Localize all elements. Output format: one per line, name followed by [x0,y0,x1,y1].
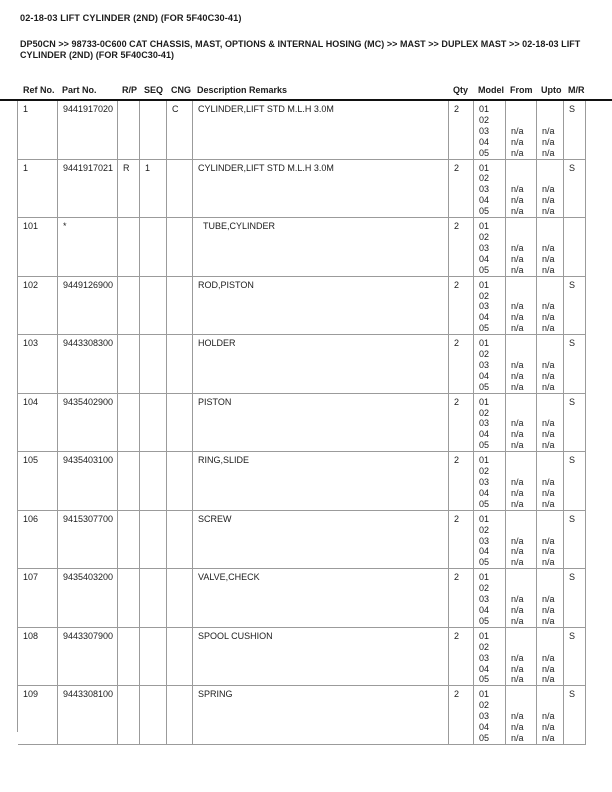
cell-rp [118,218,140,276]
table-row [18,335,586,394]
cell-model: 01 02 03 04 05 [474,218,506,276]
cell-rp [118,686,140,744]
cell-qty: 2 [449,394,474,452]
cell-model: 01 02 03 04 05 [474,569,506,627]
cell-mr: S [564,686,586,744]
cell-cng: C [167,101,193,159]
cell-part: 9449126900 [58,277,118,335]
cell-upto: n/a n/a n/a [537,218,564,276]
cell-ref: 103 [18,335,58,393]
cell-part: 9443308100 [58,686,118,744]
cell-mr: S [564,569,586,627]
cell-cng [167,686,193,744]
cell-seq [140,511,167,569]
cell-rp [118,511,140,569]
cell-qty: 2 [449,335,474,393]
cell-model: 01 02 03 04 05 [474,335,506,393]
cell-rp [118,335,140,393]
cell-model: 01 02 03 04 05 [474,277,506,335]
cell-seq [140,394,167,452]
cell-rp [118,277,140,335]
cell-desc: VALVE,CHECK [193,569,449,627]
breadcrumb: DP50CN >> 98733-0C600 CAT CHASSIS, MAST, OPTIONS & INTERNAL HOSING (MC) >> MAST >> DUPLEX MAST >> 02-18-03 LIFT CYLINDER (2ND) (FOR 5F40C30-41) [20,39,581,60]
cell-part: 9441917021 [58,160,118,218]
cell-upto: n/a n/a n/a [537,511,564,569]
cell-qty: 2 [449,569,474,627]
parts-table [17,101,586,743]
cell-model: 01 02 03 04 05 [474,101,506,159]
cell-rp [118,452,140,510]
cell-part: 9435403200 [58,569,118,627]
cell-qty: 2 [449,511,474,569]
cell-from: n/a n/a n/a [506,452,537,510]
cell-ref: 1 [18,160,58,218]
cell-upto: n/a n/a n/a [537,628,564,686]
cell-cng [167,511,193,569]
cell-part: 9443308300 [58,335,118,393]
table-row [18,628,586,687]
cell-upto: n/a n/a n/a [537,452,564,510]
cell-desc: HOLDER [193,335,449,393]
column-header-part: Part No. [62,85,97,95]
cell-part: 9443307900 [58,628,118,686]
column-header-qty: Qty [453,85,469,95]
cell-desc: TUBE,CYLINDER [193,218,449,276]
cell-seq [140,277,167,335]
cell-rp: R [118,160,140,218]
cell-cng [167,335,193,393]
column-header-model: Model [478,85,504,95]
table-row [18,569,586,628]
column-header-desc: Description Remarks [197,85,288,95]
table-row [18,394,586,453]
cell-from: n/a n/a n/a [506,101,537,159]
cell-qty: 2 [449,452,474,510]
cell-mr: S [564,335,586,393]
cell-desc: SPRING [193,686,449,744]
cell-upto: n/a n/a n/a [537,160,564,218]
cell-seq [140,686,167,744]
cell-upto: n/a n/a n/a [537,686,564,744]
cell-model: 01 02 03 04 05 [474,394,506,452]
table-row [18,160,586,219]
cell-qty: 2 [449,160,474,218]
cell-qty: 2 [449,277,474,335]
cell-ref: 109 [18,686,58,744]
cell-desc: CYLINDER,LIFT STD M.L.H 3.0M [193,101,449,159]
cell-qty: 2 [449,218,474,276]
cell-from: n/a n/a n/a [506,218,537,276]
cell-seq [140,101,167,159]
cell-desc: SCREW [193,511,449,569]
cell-seq [140,218,167,276]
cell-mr: S [564,277,586,335]
cell-ref: 101 [18,218,58,276]
table-row [18,101,586,160]
cell-ref: 102 [18,277,58,335]
cell-model: 01 02 03 04 05 [474,160,506,218]
cell-upto: n/a n/a n/a [537,569,564,627]
cell-cng [167,218,193,276]
cell-model: 01 02 03 04 05 [474,628,506,686]
cell-model: 01 02 03 04 05 [474,452,506,510]
cell-mr [564,218,586,276]
column-header-upto: Upto [541,85,562,95]
cell-qty: 2 [449,101,474,159]
cell-ref: 108 [18,628,58,686]
cell-cng [167,394,193,452]
cell-mr: S [564,160,586,218]
cell-ref: 107 [18,569,58,627]
cell-cng [167,452,193,510]
cell-desc: CYLINDER,LIFT STD M.L.H 3.0M [193,160,449,218]
cell-seq: 1 [140,160,167,218]
cell-seq [140,452,167,510]
cell-desc: ROD,PISTON [193,277,449,335]
cell-desc: SPOOL CUSHION [193,628,449,686]
cell-rp [118,394,140,452]
table-row [18,277,586,336]
table-row [18,686,586,745]
column-header-cng: CNG [171,85,191,95]
table-row [18,511,586,570]
cell-ref: 105 [18,452,58,510]
cell-mr: S [564,628,586,686]
cell-rp [118,569,140,627]
cell-ref: 104 [18,394,58,452]
table-row [18,218,586,277]
cell-model: 01 02 03 04 05 [474,686,506,744]
cell-from: n/a n/a n/a [506,686,537,744]
cell-rp [118,101,140,159]
cell-mr: S [564,101,586,159]
column-header-seq: SEQ [144,85,164,95]
cell-seq [140,335,167,393]
cell-desc: RING,SLIDE [193,452,449,510]
cell-from: n/a n/a n/a [506,628,537,686]
page-title: 02-18-03 LIFT CYLINDER (2ND) (FOR 5F40C30-41) [20,13,242,23]
cell-from: n/a n/a n/a [506,277,537,335]
cell-upto: n/a n/a n/a [537,101,564,159]
cell-from: n/a n/a n/a [506,569,537,627]
table-row [18,452,586,511]
cell-seq [140,569,167,627]
cell-model: 01 02 03 04 05 [474,511,506,569]
cell-upto: n/a n/a n/a [537,394,564,452]
cell-from: n/a n/a n/a [506,160,537,218]
cell-part: 9435402900 [58,394,118,452]
cell-part: 9441917020 [58,101,118,159]
column-header-from: From [510,85,533,95]
table-column-headers [17,85,585,95]
column-header-mr: M/R [568,85,585,95]
column-header-ref: Ref No. [23,85,55,95]
cell-cng [167,628,193,686]
column-header-rp: R/P [122,85,138,95]
cell-mr: S [564,452,586,510]
cell-rp [118,628,140,686]
cell-mr: S [564,394,586,452]
cell-part: 9435403100 [58,452,118,510]
cell-upto: n/a n/a n/a [537,335,564,393]
cell-mr: S [564,511,586,569]
cell-cng [167,160,193,218]
cell-desc: PISTON [193,394,449,452]
cell-seq [140,628,167,686]
cell-part: * [58,218,118,276]
cell-part: 9415307700 [58,511,118,569]
cell-cng [167,569,193,627]
cell-ref: 1 [18,101,58,159]
cell-qty: 2 [449,628,474,686]
cell-from: n/a n/a n/a [506,335,537,393]
cell-cng [167,277,193,335]
cell-qty: 2 [449,686,474,744]
cell-from: n/a n/a n/a [506,511,537,569]
cell-from: n/a n/a n/a [506,394,537,452]
cell-upto: n/a n/a n/a [537,277,564,335]
cell-ref: 106 [18,511,58,569]
